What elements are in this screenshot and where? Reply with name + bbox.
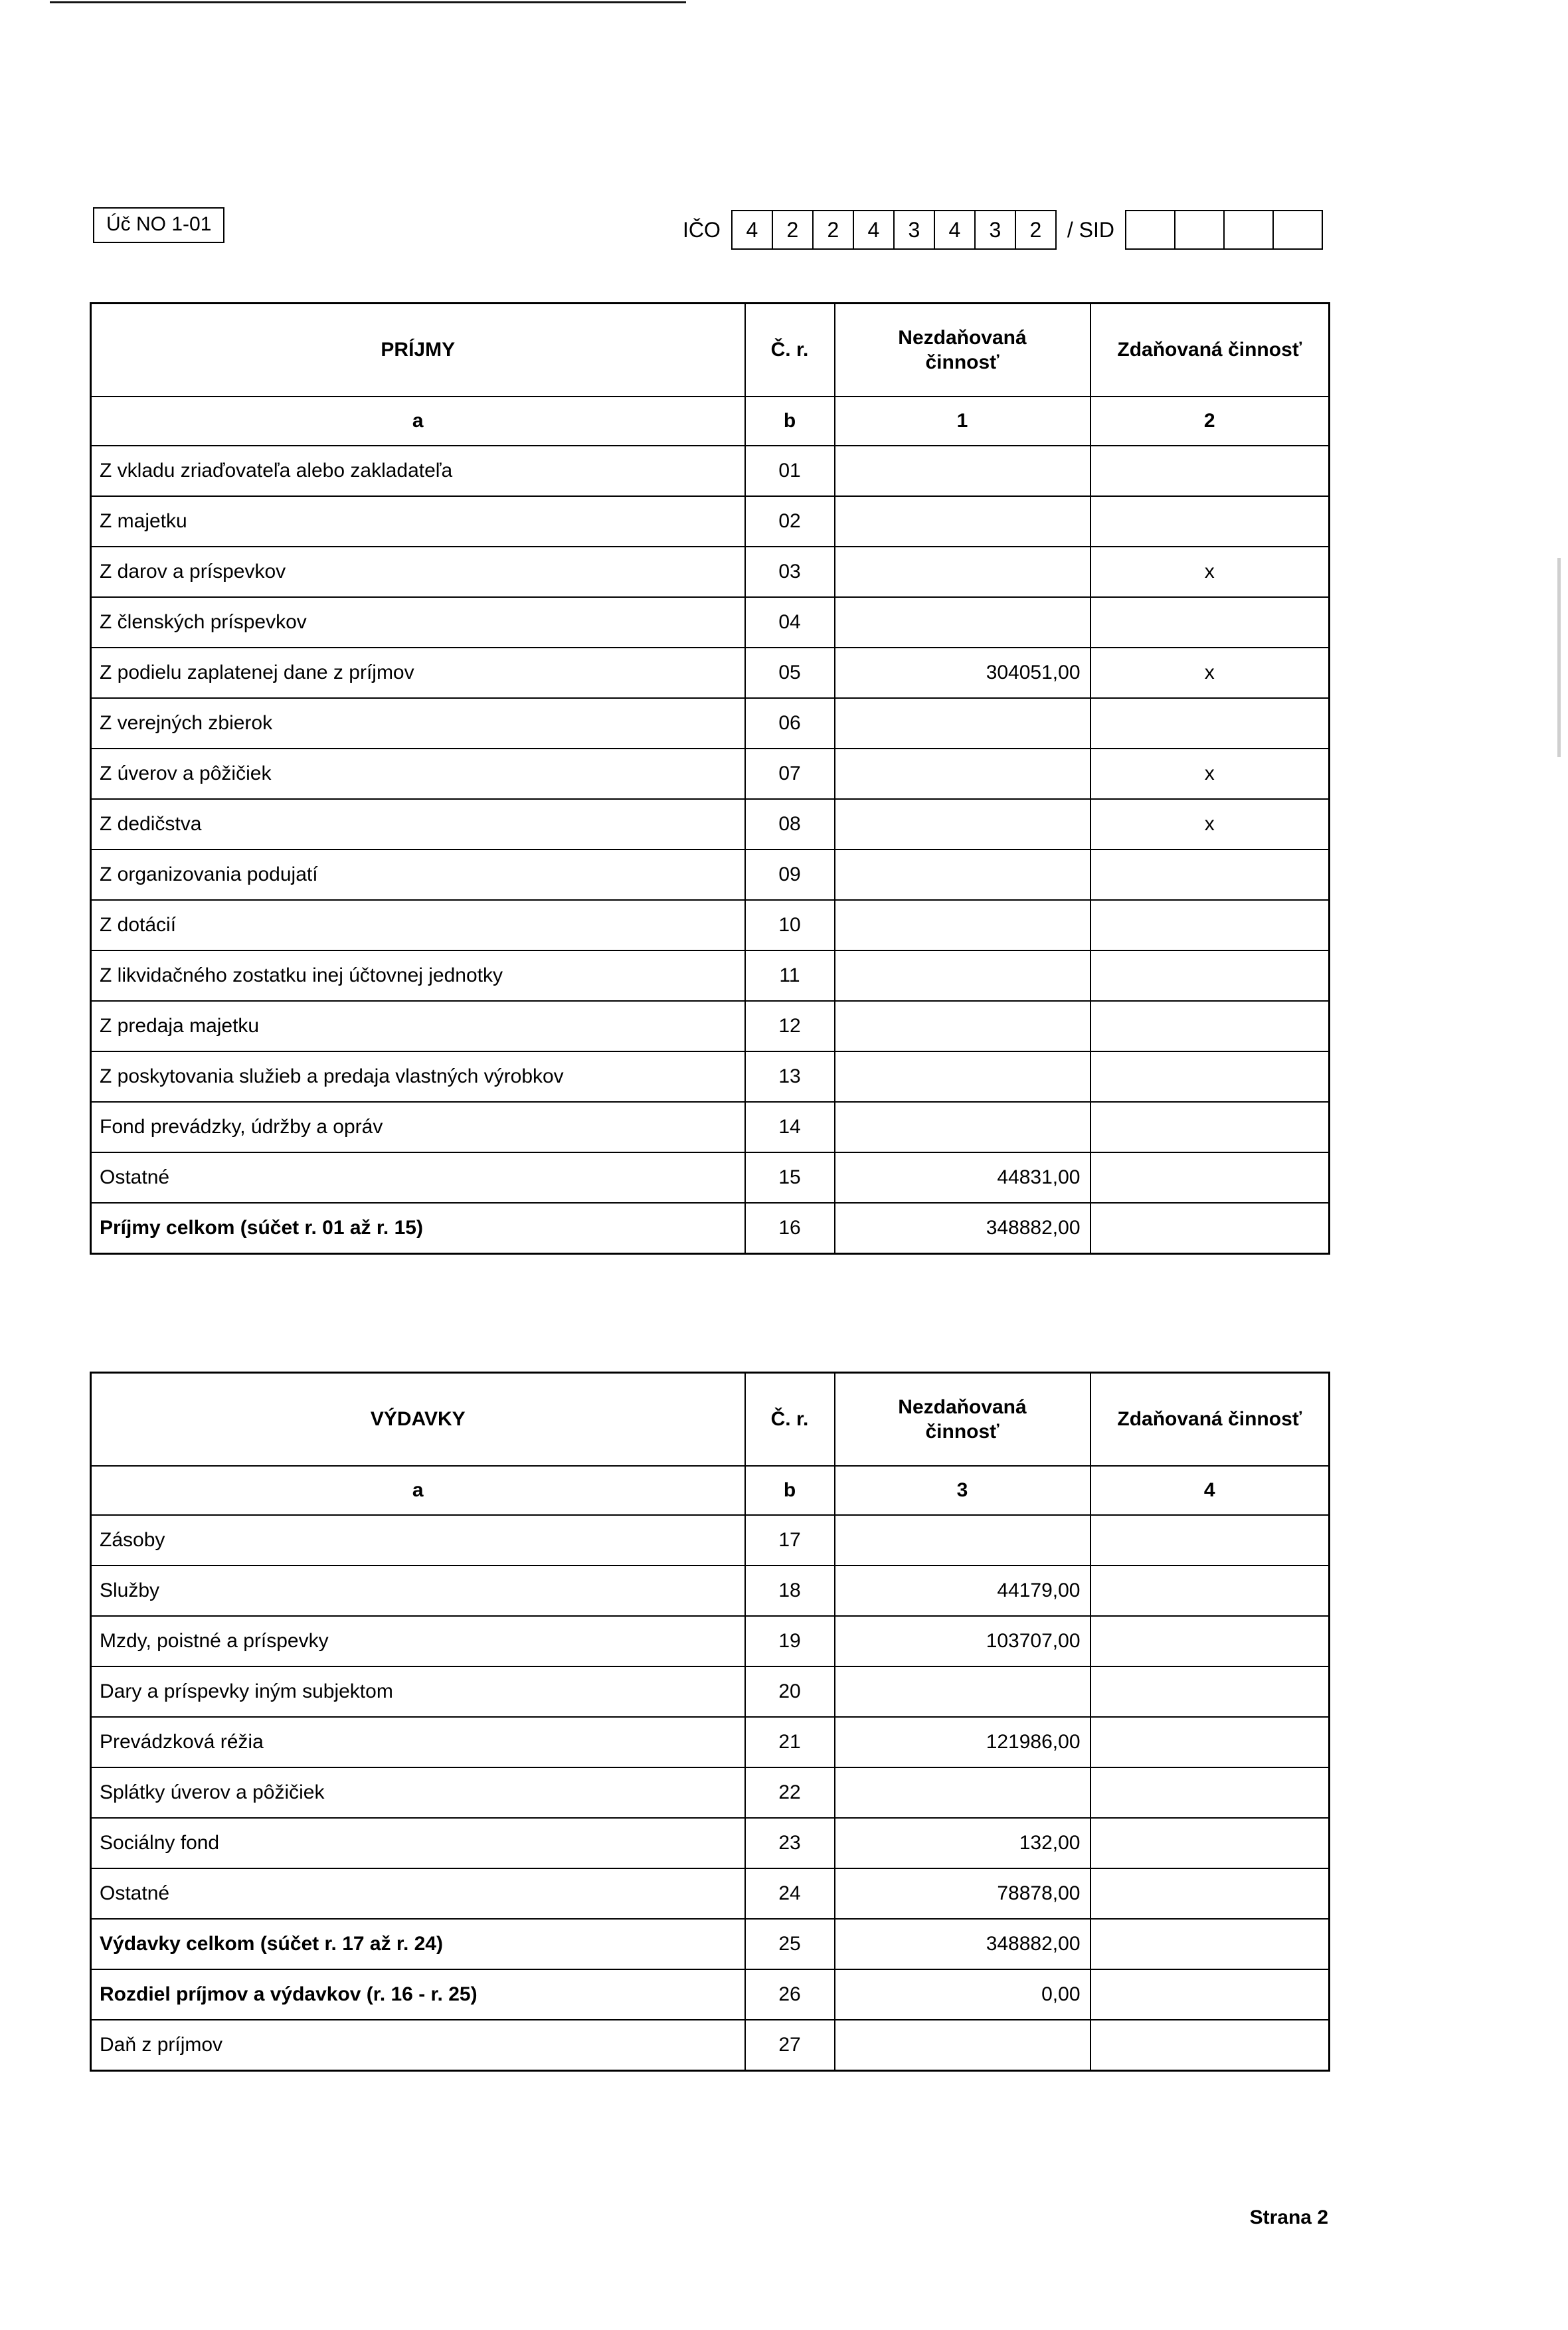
row-number: 14 [745, 1102, 835, 1152]
table-row [91, 597, 1330, 648]
ico-digit-cell: 2 [1015, 210, 1057, 250]
row-label: Z podielu zaplatenej dane z príjmov [91, 648, 745, 698]
row-taxed-flag [1090, 698, 1330, 749]
row-taxed-flag: x [1090, 648, 1330, 698]
subcol-b: b [745, 397, 835, 446]
row-label: Z organizovania podujatí [91, 850, 745, 900]
subcol-2: 2 [1090, 397, 1330, 446]
row-number: 11 [745, 950, 835, 1001]
sid-cell [1174, 210, 1225, 250]
income-table-subheader-row [91, 397, 1330, 446]
row-untaxed-value [835, 1001, 1090, 1051]
income-table [90, 302, 1330, 1255]
subcol-1: 1 [835, 397, 1090, 446]
row-number: 12 [745, 1001, 835, 1051]
sid-boxes [1125, 210, 1323, 250]
row-number: 19 [745, 1616, 835, 1666]
table-row [91, 799, 1330, 850]
table-row [91, 1666, 1330, 1717]
ico-digit-cell: 2 [772, 210, 814, 250]
expense-table-header-row [91, 1373, 1330, 1467]
row-untaxed-value [835, 496, 1090, 547]
row-label: Z členských príspevkov [91, 597, 745, 648]
row-taxed-flag [1090, 1102, 1330, 1152]
row-label: Fond prevádzky, údržby a opráv [91, 1102, 745, 1152]
row-taxed-flag [1090, 1616, 1330, 1666]
ico-digit-cell: 4 [731, 210, 773, 250]
row-number: 22 [745, 1767, 835, 1818]
row-untaxed-value: 121986,00 [835, 1717, 1090, 1767]
row-untaxed-value: 348882,00 [835, 1203, 1090, 1254]
row-taxed-flag [1090, 1666, 1330, 1717]
row-taxed-flag [1090, 850, 1330, 900]
row-untaxed-value: 0,00 [835, 1969, 1090, 2020]
row-taxed-flag [1090, 1515, 1330, 1566]
ico-digit-cell: 3 [893, 210, 935, 250]
row-taxed-flag [1090, 1868, 1330, 1919]
form-code-box: Úč NO 1-01 [93, 207, 224, 243]
scan-artifact-line [50, 1, 686, 3]
row-taxed-flag [1090, 1566, 1330, 1616]
row-taxed-flag [1090, 1717, 1330, 1767]
table-row [91, 1051, 1330, 1102]
row-number: 20 [745, 1666, 835, 1717]
row-untaxed-value: 44831,00 [835, 1152, 1090, 1203]
expense-table-subheader-row [91, 1466, 1330, 1515]
row-untaxed-value: 44179,00 [835, 1566, 1090, 1616]
ico-digit-cell: 3 [974, 210, 1016, 250]
row-label: Z vkladu zriaďovateľa alebo zakladateľa [91, 446, 745, 496]
ico-sid-row [683, 210, 1323, 250]
row-number: 13 [745, 1051, 835, 1102]
row-number: 09 [745, 850, 835, 900]
col-taxed-activity: Zdaňovaná činnosť [1090, 304, 1330, 397]
ico-digit-cell: 4 [934, 210, 976, 250]
row-untaxed-value [835, 799, 1090, 850]
row-untaxed-value [835, 1666, 1090, 1717]
sid-cell [1125, 210, 1176, 250]
col-taxed-activity: Zdaňovaná činnosť [1090, 1373, 1330, 1467]
row-taxed-flag [1090, 1818, 1330, 1868]
table-row [91, 1818, 1330, 1868]
page-number: Strana 2 [1249, 2206, 1328, 2228]
scan-artifact-shadow [1557, 558, 1561, 757]
row-label: Príjmy celkom (súčet r. 01 až r. 15) [91, 1203, 745, 1254]
row-label: Z dotácií [91, 900, 745, 950]
table-row [91, 1203, 1330, 1254]
row-label: Z darov a príspevkov [91, 547, 745, 597]
row-number: 01 [745, 446, 835, 496]
table-row [91, 1515, 1330, 1566]
expense-table-title: VÝDAVKY [91, 1373, 745, 1467]
row-number: 15 [745, 1152, 835, 1203]
row-taxed-flag: x [1090, 799, 1330, 850]
row-label: Prevádzková réžia [91, 1717, 745, 1767]
row-untaxed-value: 348882,00 [835, 1919, 1090, 1969]
row-untaxed-value [835, 749, 1090, 799]
subcol-a: a [91, 1466, 745, 1515]
row-taxed-flag [1090, 1152, 1330, 1203]
ico-digit-boxes [731, 210, 1057, 250]
ico-digit-cell: 4 [853, 210, 895, 250]
row-label: Z predaja majetku [91, 1001, 745, 1051]
row-label: Výdavky celkom (súčet r. 17 až r. 24) [91, 1919, 745, 1969]
table-row [91, 950, 1330, 1001]
table-row [91, 1868, 1330, 1919]
table-row [91, 1102, 1330, 1152]
row-number: 27 [745, 2020, 835, 2071]
table-row [91, 1616, 1330, 1666]
row-number: 26 [745, 1969, 835, 2020]
subcol-b: b [745, 1466, 835, 1515]
row-number: 07 [745, 749, 835, 799]
table-row [91, 446, 1330, 496]
table-row [91, 648, 1330, 698]
row-number: 02 [745, 496, 835, 547]
income-table-header-row [91, 304, 1330, 397]
row-number: 03 [745, 547, 835, 597]
row-untaxed-value [835, 2020, 1090, 2071]
row-taxed-flag [1090, 446, 1330, 496]
row-number: 04 [745, 597, 835, 648]
row-taxed-flag [1090, 1919, 1330, 1969]
row-label: Ostatné [91, 1152, 745, 1203]
sid-cell [1223, 210, 1274, 250]
row-label: Z poskytovania služieb a predaja vlastných výrobkov [91, 1051, 745, 1102]
table-row [91, 1969, 1330, 2020]
table-row [91, 749, 1330, 799]
table-row [91, 1152, 1330, 1203]
row-taxed-flag [1090, 2020, 1330, 2071]
table-row [91, 1717, 1330, 1767]
row-untaxed-value [835, 547, 1090, 597]
row-untaxed-value: 132,00 [835, 1818, 1090, 1868]
col-row-number: Č. r. [745, 1373, 835, 1467]
row-untaxed-value: 78878,00 [835, 1868, 1090, 1919]
row-label: Z verejných zbierok [91, 698, 745, 749]
table-row [91, 698, 1330, 749]
row-label: Z likvidačného zostatku inej účtovnej jednotky [91, 950, 745, 1001]
table-row [91, 850, 1330, 900]
table-row [91, 2020, 1330, 2071]
row-label: Daň z príjmov [91, 2020, 745, 2071]
ico-digit-cell: 2 [812, 210, 854, 250]
row-number: 17 [745, 1515, 835, 1566]
row-number: 10 [745, 900, 835, 950]
row-label: Zásoby [91, 1515, 745, 1566]
row-untaxed-value: 304051,00 [835, 648, 1090, 698]
row-label: Z majetku [91, 496, 745, 547]
row-label: Rozdiel príjmov a výdavkov (r. 16 - r. 25) [91, 1969, 745, 2020]
row-untaxed-value [835, 850, 1090, 900]
row-untaxed-value [835, 698, 1090, 749]
table-row [91, 1767, 1330, 1818]
row-untaxed-value [835, 1051, 1090, 1102]
row-number: 06 [745, 698, 835, 749]
table-row [91, 1919, 1330, 1969]
row-taxed-flag [1090, 1969, 1330, 2020]
table-row [91, 1001, 1330, 1051]
expense-table-body [91, 1515, 1330, 2071]
row-taxed-flag [1090, 950, 1330, 1001]
sid-label: / SID [1067, 217, 1115, 242]
row-number: 25 [745, 1919, 835, 1969]
row-label: Z úverov a pôžičiek [91, 749, 745, 799]
row-taxed-flag [1090, 900, 1330, 950]
subcol-3: 3 [835, 1466, 1090, 1515]
row-taxed-flag [1090, 1051, 1330, 1102]
row-untaxed-value: 103707,00 [835, 1616, 1090, 1666]
col-untaxed-label: Nezdaňovaná činnosť [898, 1395, 1027, 1443]
sid-cell [1272, 210, 1323, 250]
income-table-body [91, 446, 1330, 1254]
row-label: Mzdy, poistné a príspevky [91, 1616, 745, 1666]
row-untaxed-value [835, 1767, 1090, 1818]
table-row [91, 547, 1330, 597]
row-untaxed-value [835, 1515, 1090, 1566]
table-row [91, 900, 1330, 950]
row-untaxed-value [835, 1102, 1090, 1152]
row-taxed-flag: x [1090, 749, 1330, 799]
row-untaxed-value [835, 446, 1090, 496]
subcol-4: 4 [1090, 1466, 1330, 1515]
row-label: Služby [91, 1566, 745, 1616]
row-label: Z dedičstva [91, 799, 745, 850]
row-number: 18 [745, 1566, 835, 1616]
expense-table [90, 1372, 1330, 2072]
income-table-title: PRÍJMY [91, 304, 745, 397]
row-label: Sociálny fond [91, 1818, 745, 1868]
row-taxed-flag [1090, 1203, 1330, 1254]
row-label: Dary a príspevky iným subjektom [91, 1666, 745, 1717]
table-row [91, 496, 1330, 547]
row-number: 21 [745, 1717, 835, 1767]
row-taxed-flag [1090, 1001, 1330, 1051]
row-number: 23 [745, 1818, 835, 1868]
col-untaxed-activity [835, 304, 1090, 397]
row-untaxed-value [835, 950, 1090, 1001]
row-label: Ostatné [91, 1868, 745, 1919]
row-taxed-flag: x [1090, 547, 1330, 597]
row-label: Splátky úverov a pôžičiek [91, 1767, 745, 1818]
subcol-a: a [91, 397, 745, 446]
row-number: 05 [745, 648, 835, 698]
row-untaxed-value [835, 597, 1090, 648]
row-taxed-flag [1090, 496, 1330, 547]
col-row-number: Č. r. [745, 304, 835, 397]
row-untaxed-value [835, 900, 1090, 950]
row-number: 24 [745, 1868, 835, 1919]
col-untaxed-activity [835, 1373, 1090, 1467]
ico-label: IČO [683, 217, 721, 242]
row-taxed-flag [1090, 1767, 1330, 1818]
table-row [91, 1566, 1330, 1616]
row-number: 08 [745, 799, 835, 850]
col-untaxed-label: Nezdaňovaná činnosť [898, 326, 1027, 373]
row-number: 16 [745, 1203, 835, 1254]
row-taxed-flag [1090, 597, 1330, 648]
